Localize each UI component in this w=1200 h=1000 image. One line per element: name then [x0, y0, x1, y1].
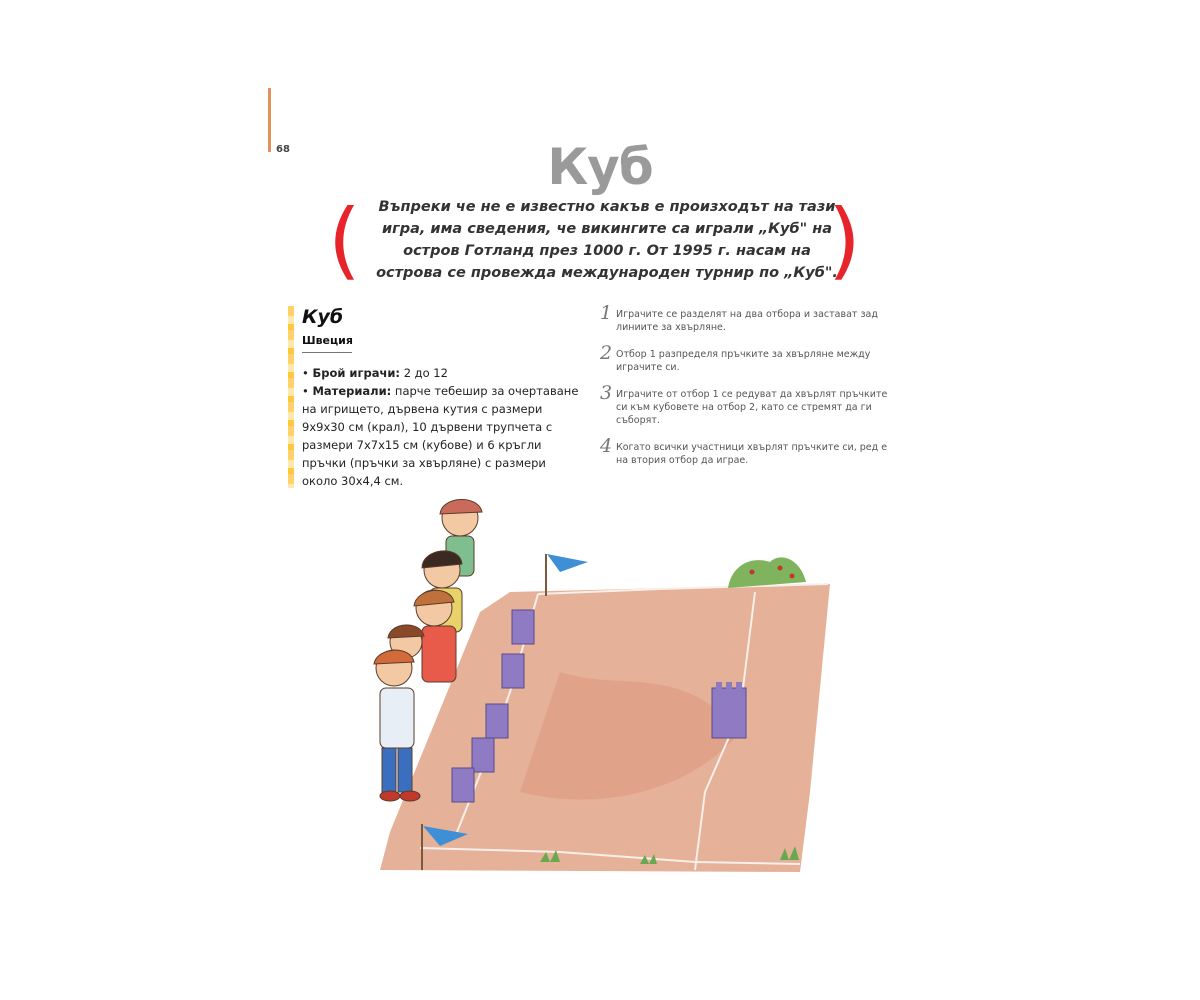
materials-label: Материали:: [312, 384, 392, 398]
page-number: 68: [276, 144, 290, 155]
flag-top: [547, 554, 588, 572]
info-country: Швеция: [302, 334, 353, 347]
players-value: 2 до 12: [403, 366, 448, 380]
steps-list: [600, 304, 900, 477]
step-number: 4: [600, 435, 613, 457]
bush: [728, 557, 806, 588]
players-item: • Брой играчи: 2 до 12: [302, 366, 448, 380]
step-text: Играчите от отбор 1 се редуват да хвърлят пръчките си към кубовете на отбор 2, като се стремят да ги съборят.: [616, 389, 888, 426]
step-number: 2: [600, 342, 613, 364]
page-title: Куб: [547, 138, 653, 196]
step-text: Играчите се разделят на два отбора и застават зад линиите за хвърляне.: [616, 309, 878, 333]
right-bracket-icon: ): [828, 191, 861, 289]
info-title: Куб: [302, 306, 344, 328]
step-item: [600, 304, 900, 334]
cube: [502, 654, 524, 688]
game-illustration: [360, 492, 840, 882]
step-text: Отбор 1 разпределя пръчките за хвърляне между играчите си.: [616, 349, 871, 373]
materials-value: парче тебешир за очертаване на игрището, дървена кутия с размери 9х9х30 см (крал), 10 дървени трупчета с размери 7х7х15 см (кубове) и 6 кръгли пръчки (пръчки за хвърляне) с размери около 30х4,4 см.: [302, 384, 579, 488]
king: [712, 688, 746, 738]
info-list: [302, 364, 584, 490]
left-bracket-icon: (: [328, 191, 361, 289]
step-item: [600, 344, 900, 374]
step-item: [600, 437, 900, 467]
info-side-bar: [288, 306, 294, 488]
cube: [472, 738, 494, 772]
cube: [512, 610, 534, 644]
cube: [486, 704, 508, 738]
step-number: 3: [600, 382, 613, 404]
info-divider: [302, 352, 352, 353]
cube: [452, 768, 474, 802]
intro-paragraph: Въпреки че не е известно какъв е произходът на тази игра, има сведения, че викингите са играли „Куб" на остров Готланд през 1000 г. От 1995 г. насам на острова се провежда международен турнир по „Куб".: [376, 199, 838, 281]
step-text: Когато всички участници хвърлят пръчките си, ред е на втория отбор да играе.: [616, 442, 888, 466]
step-item: [600, 384, 900, 427]
step-number: 1: [600, 302, 613, 324]
materials-item: • Материали: парче тебешир за очертаване на игрището, дървена кутия с размери 9х9х30 см (крал), 10 дървени трупчета с размери 7х7х15 см (кубове) и 6 кръгли пръчки (пръчки за хвърляне) с размери около 30х4,4 см.: [302, 384, 579, 488]
players-label: Брой играчи:: [312, 366, 401, 380]
